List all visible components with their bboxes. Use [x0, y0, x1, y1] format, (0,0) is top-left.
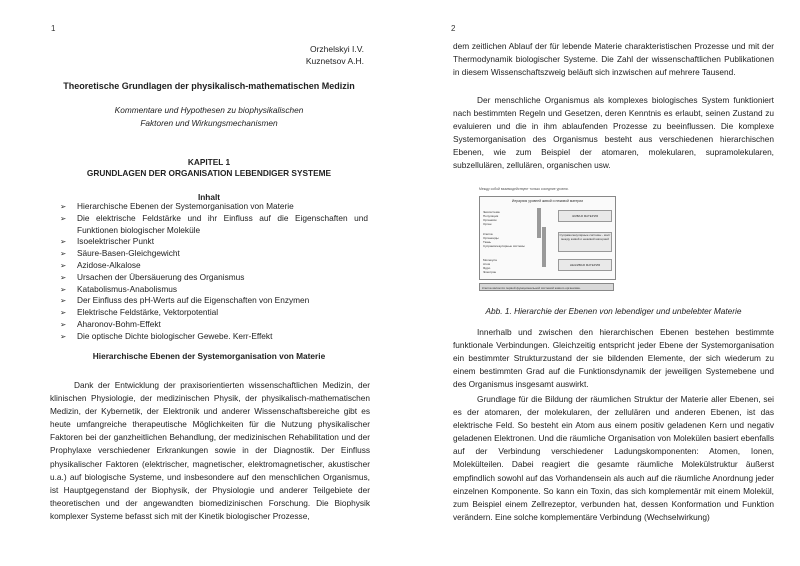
author-2: Kuznetsov A.H.: [305, 56, 364, 66]
section-heading: Hierarchische Ebenen der Systemorganisation von Materie: [92, 351, 326, 361]
toc-item: ➢ Katabolismus-Anabolismus: [60, 283, 178, 294]
arrow-bullet-icon: ➢: [60, 319, 67, 329]
author-1: Orzhelskyi I.V.: [309, 44, 364, 54]
toc-item: ➢ Aharonov-Bohm-Effekt: [60, 318, 161, 329]
document-title: Theoretische Grundlagen der physikalisch-mathematischen Medizin: [63, 81, 355, 91]
figure-header: Иерархия уровней живой и неживой материи: [511, 199, 584, 203]
body-paragraph: Grundlage für die Bildung der räumlichen Struktur der Materie aller Ebenen, sei es der atomaren, der molekularen, der zellulären und anderen Ebenen, ist das elektrische Feld. So besteht ein Atom aus einem positiv geladenen Kern und negativ geladenen Elektronen. Und die räumliche Organisation von Molekülen basiert ebenfalls auf der Verbindung verschiedener Ladungskomponenten: Atomen, Ionen, Molekülteilen. Dabei reagiert die gesamte räumliche Molekülstruktur äußerst empfindlich sowohl auf das Vorhandensein als auch auf die räumliche Anordnung jeder einzelnen Komponente. So kann ein Toxin, das sich komplementär mit einem Molekül, zum Beispiel einem Zellrezeptor, verbunden hat, dessen Konformation und Funktion verändern. Eine solche komplementäre Verbindung (Wechselwirkung): [453, 394, 774, 522]
arrow-bullet-icon: ➢: [60, 296, 67, 306]
figure-frame: [479, 196, 616, 280]
subtitle-line-1: Kommentare und Hypothesen zu biophysikalischen: [114, 105, 304, 115]
toc-item: ➢ Azidose-Alkalose: [60, 259, 141, 270]
body-paragraph: Innerhalb und zwischen den hierarchischen Ebenen bestehen bestimmte funktionale Verbindungen. Gleichzeitig entspricht jeder Ebene der Systemorganisation ein bestimmter Strukturzustand der sie bildenden Elemente, der sich wiederum zu einem bestimmten Grad auf die Funktionsdynamik der jeweiligen Systemebene und des Organismus insgesamt auswirkt.: [453, 327, 774, 390]
arrow-bullet-icon: ➢: [60, 331, 67, 341]
arrow-bullet-icon: ➢: [60, 284, 67, 294]
toc-item: ➢ Isoelektrischer Punkt: [60, 236, 155, 247]
arrow-bullet-icon: ➢: [60, 202, 67, 211]
toc-item: ➢ Ursachen der Übersäuerung des Organismus: [60, 271, 245, 282]
table-of-contents: [60, 201, 368, 343]
toc-item: ➢ Hierarchische Ebenen der Systemorganisation von Materie: [60, 201, 294, 211]
arrow-bullet-icon: ➢: [60, 272, 67, 282]
supramolecular-box: Супрамолекулярные системы - мост между живой и неживой материей: [558, 232, 612, 252]
toc-item: ➢ Der Einfluss des pH-Werts auf die Eigenschaften von Enzymen: [60, 295, 310, 306]
chapter-number: KAPITEL 1: [187, 157, 231, 167]
authors: [306, 43, 364, 67]
living-matter-box: ЖИВАЯ МАТЕРИЯ: [558, 210, 612, 222]
body-paragraph: Dank der Entwicklung der praxisorientierten wissenschaftlichen Medizin, der klinischen Physiologie, der medizinischen Physik, der physikalisch-mathematischen Medizin, der Kybernetik, der Elektronik und anderer Wissenschaftsbereiche gibt es heute umfangreiche therapeutische Möglichkeiten für die Nutzung physikalischer Faktoren bei der ganzheitlichen Behandlung, der medizinischen Rehabilitation und der Prophylaxe verschiedener Erkrankungen sowie in der Diagnostik. Der Einfluss physikalischer Faktoren (elektrischer, magnetischer, elektromagnetischer, akustischer u.a.) auf biologische Systeme, und insbesondere auf den menschlichen Organismus, ist Hauptgegenstand der Biophysik, der Physiologie und anderer Teilgebiete der theoretischen und der angewandten biomedizinischen Forschung. Die Biophysik komplexer Systeme befasst sich mit der Kinetik biologischer Prozesse,: [50, 380, 370, 521]
document-subtitle: [50, 104, 368, 130]
arrow-down-bar: [542, 227, 546, 267]
chapter-title: GRUNDLAGEN DER ORGANISATION LEBENDIGER SYSTEME: [86, 167, 332, 178]
hierarchy-figure: [479, 187, 614, 304]
toc-item: ➢ Die optische Dichte biologischer Gewebe. Kerr-Effekt: [60, 330, 273, 341]
nonliving-matter-box: НЕЖИВАЯ МАТЕРИЯ: [558, 259, 612, 271]
toc-item: ➢ Die elektrische Feldstärke und ihr Einfluss auf die Eigenschaften und Funktionen biologischer Moleküle: [60, 212, 368, 235]
upper-levels: Экосистема Популяция Организм Орган: [483, 210, 500, 226]
arrow-bullet-icon: ➢: [60, 237, 67, 247]
arrow-bullet-icon: ➢: [60, 308, 67, 318]
toc-item: ➢ Elektrische Feldstärke, Vektorpotential: [60, 307, 219, 318]
figure-note: Между собой взаимодействуют только соседние уровни.: [479, 187, 569, 191]
figure-caption: Abb. 1. Hierarchie der Ebenen von lebendiger und unbelebter Materie: [485, 306, 742, 316]
chapter-heading: [50, 157, 368, 178]
toc-heading: Inhalt: [197, 192, 221, 202]
arrow-bullet-icon: ➢: [60, 213, 67, 223]
arrow-bullet-icon: ➢: [60, 260, 67, 270]
arrow-up-bar: [537, 208, 541, 238]
page-number: 2: [451, 24, 456, 33]
subtitle-line-2: Faktoren und Wirkungsmechanismen: [140, 118, 278, 128]
toc-item: ➢ Säure-Basen-Gleichgewicht: [60, 248, 180, 259]
body-paragraph: dem zeitlichen Ablauf der für lebende Materie charakteristischen Prozesse und mit der Thermodynamik biologischer Systeme. Die Zahl der wissenschaftlichen Publikationen in diesem Wissenschaftszweig beläuft sich inzwischen auf mehrere Tausend.: [453, 41, 774, 78]
body-paragraph: Der menschliche Organismus als komplexes biologisches System funktioniert nach bestimmten Regeln und Gesetzen, deren Kenntnis es erlaubt, seinen Zustand zu evaluieren und die in ihm ablaufenden Prozesse zu beeinflussen. Die komplexe Systemorganisation des Organismus besteht aus verschiedenen hierarchischen Ebenen, wie zum Beispiel der atomaren, molekularen, supramolekularen, subzellulären, zellulären, organischen usw.: [453, 95, 774, 171]
arrow-bullet-icon: ➢: [60, 249, 67, 259]
figure-footer: Клетка является первой функциональной системой живого организма.: [479, 283, 614, 291]
page-number: 1: [51, 24, 56, 33]
lower-levels: Молекула Атом Ядро Электрон: [483, 258, 497, 274]
middle-levels: Клетка Органоиды Ткань Супрамолекулярные системы: [483, 232, 525, 248]
